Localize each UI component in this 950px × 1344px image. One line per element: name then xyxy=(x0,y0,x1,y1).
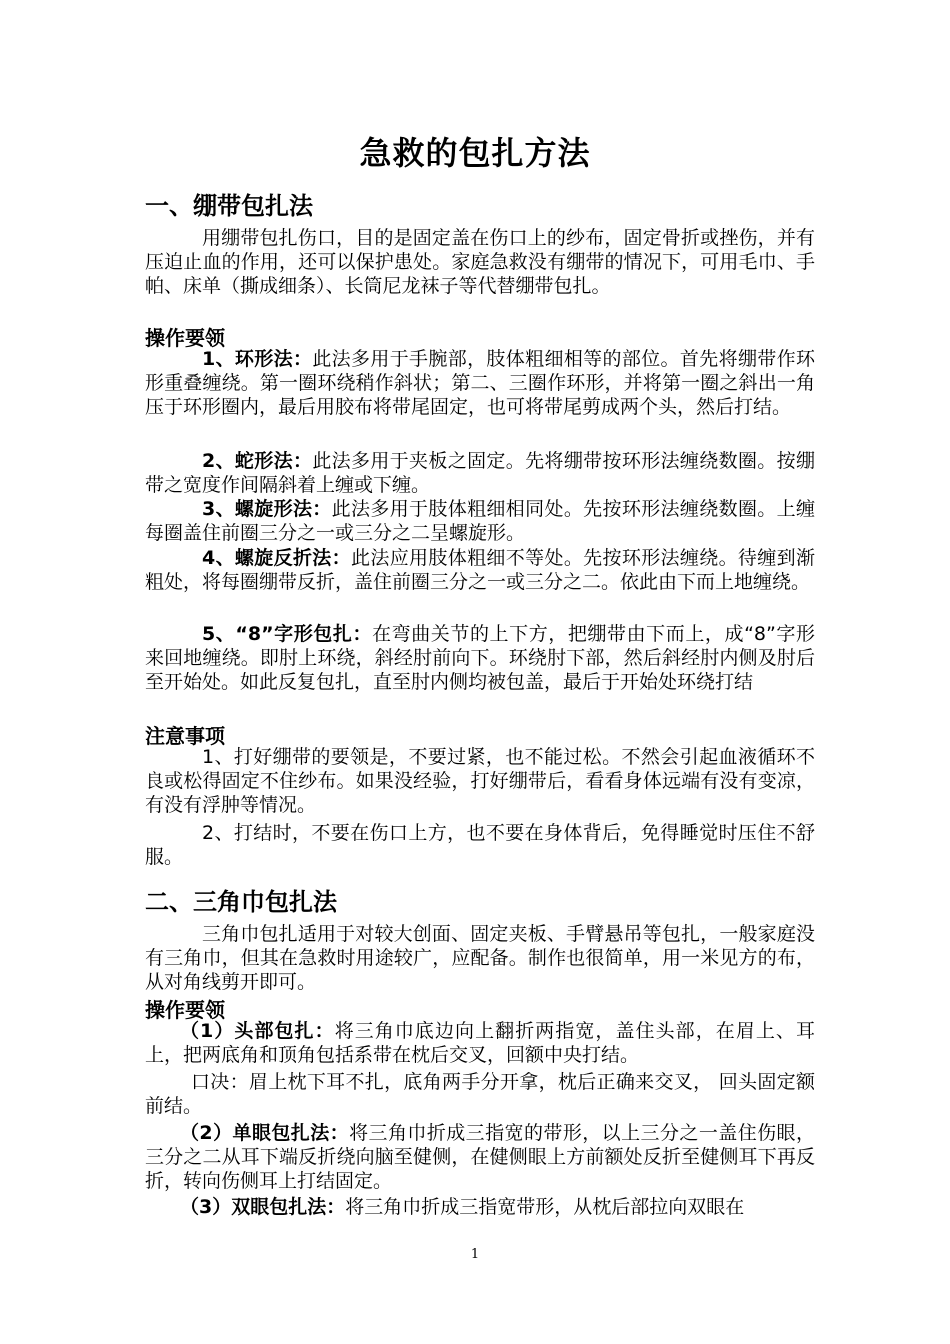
list-item xyxy=(145,546,815,594)
section2-intro: 三角巾包扎适用于对较大创面、固定夹板、手臂悬吊等包扎，一般家庭没有三角巾，但其在急救时用途较广，应配备。制作也很简单，用一米见方的布，从对角线剪开即可。 xyxy=(145,923,815,993)
page-number: 1 xyxy=(470,1247,480,1262)
item-text: 此法应用肢体粗细不等处。先按环形法缠绕。待缠到渐粗处，将每圈绷带反折，盖住前圈三分之一或三分之二。依此由下而上地缠绕。 xyxy=(145,547,815,593)
list-item xyxy=(145,622,815,694)
item-term: 1、环形法： xyxy=(202,348,313,370)
section1-intro: 用绷带包扎伤口，目的是固定盖在伤口上的纱布，固定骨折或挫伤，并有压迫止血的作用，还可以保护患处。家庭急救没有绷带的情况下，可用毛巾、手帕、床单（撕成细条）、长筒尼龙袜子等代替绷带包扎。 xyxy=(145,227,815,297)
item-term: 4、螺旋反折法： xyxy=(202,547,351,569)
item-term: 5、“8”字形包扎： xyxy=(202,623,373,645)
section2-ops-heading: 操作要领 xyxy=(145,998,225,1022)
list-item xyxy=(145,449,815,497)
note-item: 2、打结时，不要在伤口上方，也不要在身体背后，免得睡觉时压住不舒服。 xyxy=(145,822,815,868)
section1-notes-heading: 注意事项 xyxy=(145,724,225,748)
list-item xyxy=(145,1019,815,1067)
list-item xyxy=(145,347,815,419)
item-text: 此法多用于肢体粗细相同处。先按环形法缠绕数圈。上缠每圈盖住前圈三分之一或三分之二呈螺旋形。 xyxy=(145,498,815,544)
section2-heading: 二、三角巾包扎法 xyxy=(145,888,337,916)
item-text: 此法多用于夹板之固定。先将绷带按环形法缠绕数圈。按绷带之宽度作间隔斜着上缠或下缠。 xyxy=(145,450,815,496)
list-item xyxy=(145,497,815,545)
page-title: 急救的包扎方法 xyxy=(359,134,591,172)
list-item xyxy=(145,1195,815,1219)
item-text: 此法多用于手腕部，肢体粗细相等的部位。首先将绷带作环形重叠缠绕。第一圈环绕稍作斜状；第二、三圈作环形，并将第一圈之斜出一角压于环形圈内，最后用胶布将带尾固定，也可将带尾剪成两个头，然后打结。 xyxy=(145,348,815,418)
section1-ops-heading: 操作要领 xyxy=(145,326,225,350)
item-term: （1）头部包扎： xyxy=(180,1020,335,1042)
mnemonic-text: 口决：眉上枕下耳不扎，底角两手分开拿，枕后正确来交叉， 回头固定额前结。 xyxy=(145,1071,815,1117)
item-text: 将三角巾底边向上翻折两指宽，盖住头部，在眉上、耳上，把两底角和顶角包括系带在枕后交叉，回额中央打结。 xyxy=(145,1020,815,1066)
note-item: 1、打好绷带的要领是，不要过紧，也不能过松。不然会引起血液循环不良或松得固定不住纱布。如果没经验，打好绷带后，看看身体远端有没有变凉，有没有浮肿等情况。 xyxy=(145,746,815,816)
item-term: （3）双眼包扎法： xyxy=(180,1196,346,1218)
item-text: 在弯曲关节的上下方，把绷带由下而上，成“8”字形来回地缠绕。即肘上环绕，斜经肘前向下。环绕肘下部，然后斜经肘内侧及肘后至开始处。如此反复包扎，直至肘内侧均被包盖，最后于开始处环绕打结 xyxy=(145,623,816,693)
item-text: 将三角巾折成三指宽带形，从枕后部拉向双眼在 xyxy=(345,1196,745,1218)
item-term: （2）单眼包扎法： xyxy=(180,1122,350,1144)
item-text: 将三角巾折成三指宽的带形，以上三分之一盖住伤眼，三分之二从耳下端反折绕向脑至健侧，在健侧眼上方前额处反折至健侧耳下再反折，转向伤侧耳上打结固定。 xyxy=(145,1122,815,1192)
list-item xyxy=(145,1121,815,1193)
section1-heading: 一、绷带包扎法 xyxy=(145,192,313,220)
item-term: 3、螺旋形法： xyxy=(202,498,332,520)
item-term: 2、蛇形法： xyxy=(202,450,313,472)
